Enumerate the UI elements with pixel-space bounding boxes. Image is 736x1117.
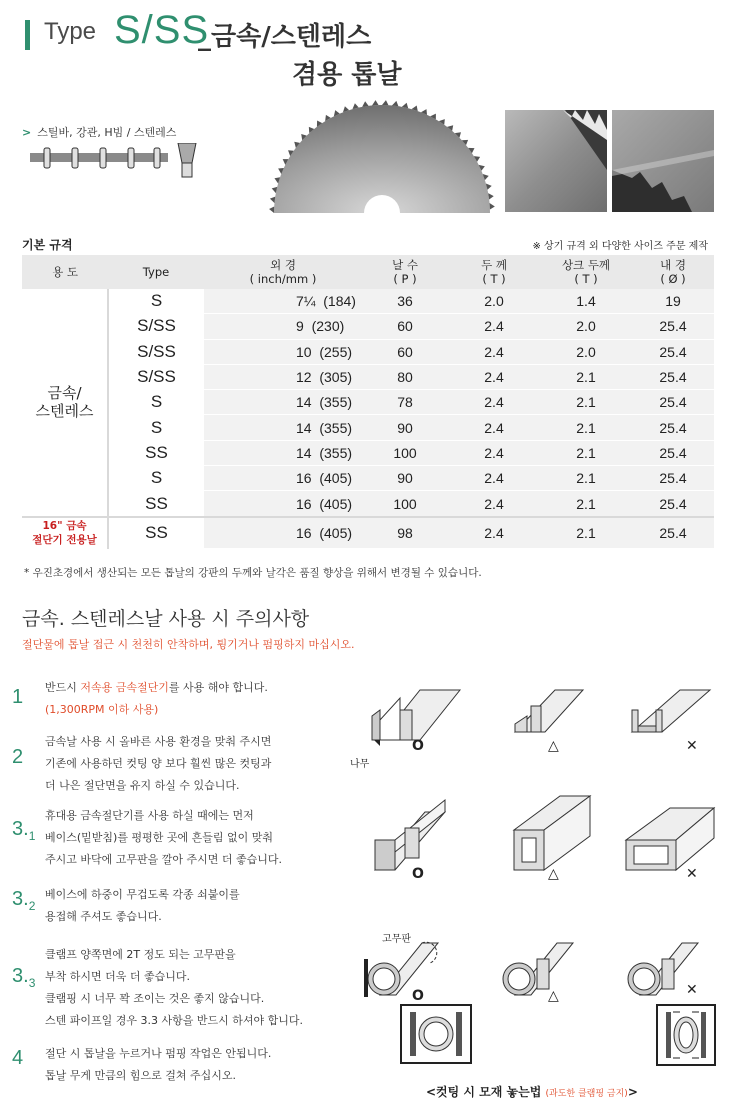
type-cell: S bbox=[108, 289, 204, 314]
teeth-cell: 90 bbox=[362, 466, 448, 491]
teeth-cell: 100 bbox=[362, 440, 448, 465]
teeth-cell: 90 bbox=[362, 415, 448, 440]
header-use: 용 도 bbox=[22, 255, 108, 289]
od-cell: 14 (355) bbox=[204, 440, 362, 465]
application-label: 스틸바, 강관, H빔 / 스텐레스 bbox=[37, 126, 177, 139]
bad-mark: ✕ bbox=[686, 982, 698, 998]
od-cell: 10 (255) bbox=[204, 339, 362, 364]
od-cell: 16 (405) bbox=[204, 517, 362, 549]
bore-cell: 25.4 bbox=[632, 390, 714, 415]
od-cell: 14 (355) bbox=[204, 415, 362, 440]
type-cell: SS bbox=[108, 491, 204, 517]
placement-caption: <컷팅 시 모재 놓는법 (과도한 클램핑 금지)> bbox=[426, 1085, 638, 1099]
od-cell: 14 (355) bbox=[204, 390, 362, 415]
application-line bbox=[22, 124, 176, 140]
bore-cell: 25.4 bbox=[632, 517, 714, 549]
step-number: 4 bbox=[12, 1047, 24, 1069]
shank-cell: 1.4 bbox=[540, 289, 632, 314]
shank-cell: 2.1 bbox=[540, 440, 632, 465]
bad-mark: ✕ bbox=[686, 866, 698, 882]
thickness-cell: 2.4 bbox=[448, 466, 540, 491]
good-mark: O bbox=[412, 988, 424, 1004]
ok-mark: △ bbox=[548, 738, 559, 754]
thickness-cell: 2.4 bbox=[448, 491, 540, 517]
step-number: $3._1$ bbox=[12, 818, 36, 843]
spec-header-row bbox=[22, 255, 714, 289]
bore-cell: 25.4 bbox=[632, 491, 714, 517]
shank-cell: 2.1 bbox=[540, 466, 632, 491]
rubber-pad-label: 고무판 bbox=[382, 934, 411, 945]
teeth-cell: 98 bbox=[362, 517, 448, 549]
bore-cell: 25.4 bbox=[632, 466, 714, 491]
use-16-cutter: 16" 금속 절단기 전용날 bbox=[22, 517, 108, 549]
material-shapes-icon bbox=[30, 143, 200, 181]
step-text: 베이스에 하중이 무겁도록 각종 쇠붙이를 용접해 주셔도 좋습니다. bbox=[45, 888, 240, 923]
od-cell: 12 (305) bbox=[204, 364, 362, 389]
spec-label: 기본 규격 bbox=[22, 238, 73, 252]
spec-row bbox=[22, 440, 714, 465]
type-word: Type bbox=[44, 18, 97, 45]
step-text: 휴대용 금속절단기를 사용 하실 때에는 먼저 베이스(밑받침)를 평평한 곳에 흔들림 없이 맞춰 주시고 바닥에 고무판을 깔아 주시면 더 좋습니다. bbox=[45, 809, 282, 866]
spec-row bbox=[22, 390, 714, 415]
bore-cell: 25.4 bbox=[632, 364, 714, 389]
header-thickness: 두 께 ( T ) bbox=[448, 255, 540, 289]
thickness-cell: 2.4 bbox=[448, 440, 540, 465]
product-title-line1: _금속/스텐레스 bbox=[198, 22, 372, 52]
thickness-cell: 2.4 bbox=[448, 339, 540, 364]
thickness-cell: 2.4 bbox=[448, 415, 540, 440]
angle-placement-good-diagram bbox=[360, 680, 470, 770]
thickness-cell: 2.0 bbox=[448, 289, 540, 314]
thickness-cell: 2.4 bbox=[448, 517, 540, 549]
type-cell: S bbox=[108, 466, 204, 491]
bad-mark: ✕ bbox=[686, 738, 698, 754]
header-od: 외 경 ( inch/mm ) bbox=[204, 255, 362, 289]
header-bore: 내 경 ( Ø ) bbox=[632, 255, 714, 289]
teeth-cell: 100 bbox=[362, 491, 448, 517]
teeth-cell: 60 bbox=[362, 339, 448, 364]
shank-cell: 2.1 bbox=[540, 491, 632, 517]
chevron-right-icon: > bbox=[22, 126, 32, 139]
step-text: 절단 시 톱날을 누르거나 펌핑 작업은 안됩니다. 톱날 무게 만큼의 힘으로 걸쳐 주십시오. bbox=[45, 1047, 272, 1082]
shank-cell: 2.1 bbox=[540, 415, 632, 440]
ok-mark: △ bbox=[548, 988, 559, 1004]
shank-cell: 2.0 bbox=[540, 314, 632, 339]
header-teeth: 날 수 ( P ) bbox=[362, 255, 448, 289]
spec-row bbox=[22, 517, 714, 549]
good-mark: O bbox=[412, 738, 424, 754]
spec-table bbox=[22, 255, 714, 549]
spec-row bbox=[22, 339, 714, 364]
spec-row bbox=[22, 491, 714, 517]
teeth-cell: 78 bbox=[362, 390, 448, 415]
od-cell: 7¼ (184) bbox=[204, 289, 362, 314]
spec-row bbox=[22, 364, 714, 389]
caution-warning: 절단물에 톱날 접근 시 천천히 안착하며, 튕기거나 펌핑하지 마십시오. bbox=[22, 638, 355, 651]
spec-custom-note: ※ 상기 규격 외 다양한 사이즈 주문 제작 bbox=[532, 241, 708, 252]
good-mark: O bbox=[412, 866, 424, 882]
angle-placement-bad-diagram bbox=[620, 680, 720, 760]
bore-cell: 25.4 bbox=[632, 314, 714, 339]
spec-row bbox=[22, 314, 714, 339]
shank-cell: 2.1 bbox=[540, 517, 632, 549]
step-number: $3._3$ bbox=[12, 965, 36, 990]
wood-label: 나무 bbox=[350, 759, 370, 770]
ok-mark: △ bbox=[548, 866, 559, 882]
step-number: $3._2$ bbox=[12, 888, 36, 913]
thickness-cell: 2.4 bbox=[448, 390, 540, 415]
od-cell: 16 (405) bbox=[204, 466, 362, 491]
bore-cell: 25.4 bbox=[632, 339, 714, 364]
use-metal-stainless: 금속/ 스텐레스 bbox=[22, 289, 108, 517]
step-text: 클램프 양쪽면에 2T 정도 되는 고무판을 부착 하시면 더욱 더 좋습니다. 클램핑 시 너무 꽉 조이는 것은 좋지 않습니다. 스텐 파이프일 경우 3.3 사항을 반드시 하셔야 합니다. bbox=[45, 948, 303, 1027]
teeth-cell: 80 bbox=[362, 364, 448, 389]
pipe-placement-good-diagram bbox=[360, 925, 450, 1005]
od-cell: 9 (230) bbox=[204, 314, 362, 339]
bore-cell: 25.4 bbox=[632, 440, 714, 465]
header-shank: 상크 두께 ( T ) bbox=[540, 255, 632, 289]
thickness-cell: 2.4 bbox=[448, 314, 540, 339]
saw-blade-image bbox=[268, 95, 496, 213]
step-number: 1 bbox=[12, 686, 24, 708]
teeth-cell: 36 bbox=[362, 289, 448, 314]
type-cell: S/SS bbox=[108, 314, 204, 339]
step-text: 금속날 사용 시 올바른 사용 환경을 맞춰 주시면 기존에 사용하던 컷팅 양 보다 훨씬 많은 컷팅과 더 나은 절단면을 유지 하실 수 있습니다. bbox=[45, 735, 272, 792]
spec-footnote: * 우진초경에서 생산되는 모든 톱날의 강판의 두께와 날각은 품질 향상을 위해서 변경될 수 있습니다. bbox=[24, 567, 482, 579]
clamp-correct-detail-diagram bbox=[400, 1004, 472, 1064]
od-cell: 16 (405) bbox=[204, 491, 362, 517]
step-text: 반드시 저속용 금속절단기를 사용 해야 합니다. (1,300RPM 이하 사용) bbox=[45, 681, 268, 716]
blade-edge-closeup-photo bbox=[612, 110, 714, 212]
caution-title: 금속. 스텐레스날 사용 시 주의사항 bbox=[22, 608, 310, 630]
bore-cell: 25.4 bbox=[632, 415, 714, 440]
angle-placement-ok-diagram bbox=[495, 680, 595, 760]
title-accent-bar bbox=[25, 20, 30, 50]
teeth-cell: 60 bbox=[362, 314, 448, 339]
type-code: S/SS bbox=[114, 8, 210, 52]
type-cell: S/SS bbox=[108, 339, 204, 364]
spec-row bbox=[22, 415, 714, 440]
type-cell: SS bbox=[108, 440, 204, 465]
thickness-cell: 2.4 bbox=[448, 364, 540, 389]
spec-row bbox=[22, 466, 714, 491]
blade-teeth-closeup-photo bbox=[505, 110, 607, 212]
type-cell: SS bbox=[108, 517, 204, 549]
pipe-placement-ok-diagram bbox=[495, 925, 585, 1005]
bore-cell: 19 bbox=[632, 289, 714, 314]
shank-cell: 2.0 bbox=[540, 339, 632, 364]
shank-cell: 2.1 bbox=[540, 364, 632, 389]
tube-placement-bad-diagram bbox=[620, 800, 720, 880]
type-cell: S bbox=[108, 390, 204, 415]
type-cell: S bbox=[108, 415, 204, 440]
spec-row bbox=[22, 289, 714, 314]
shank-cell: 2.1 bbox=[540, 390, 632, 415]
step-number: 2 bbox=[12, 746, 24, 768]
header-type: Type bbox=[108, 255, 204, 289]
product-title-line2: 겸용 톱날 bbox=[292, 60, 402, 90]
clamp-overtight-detail-diagram bbox=[656, 1004, 716, 1066]
type-cell: S/SS bbox=[108, 364, 204, 389]
